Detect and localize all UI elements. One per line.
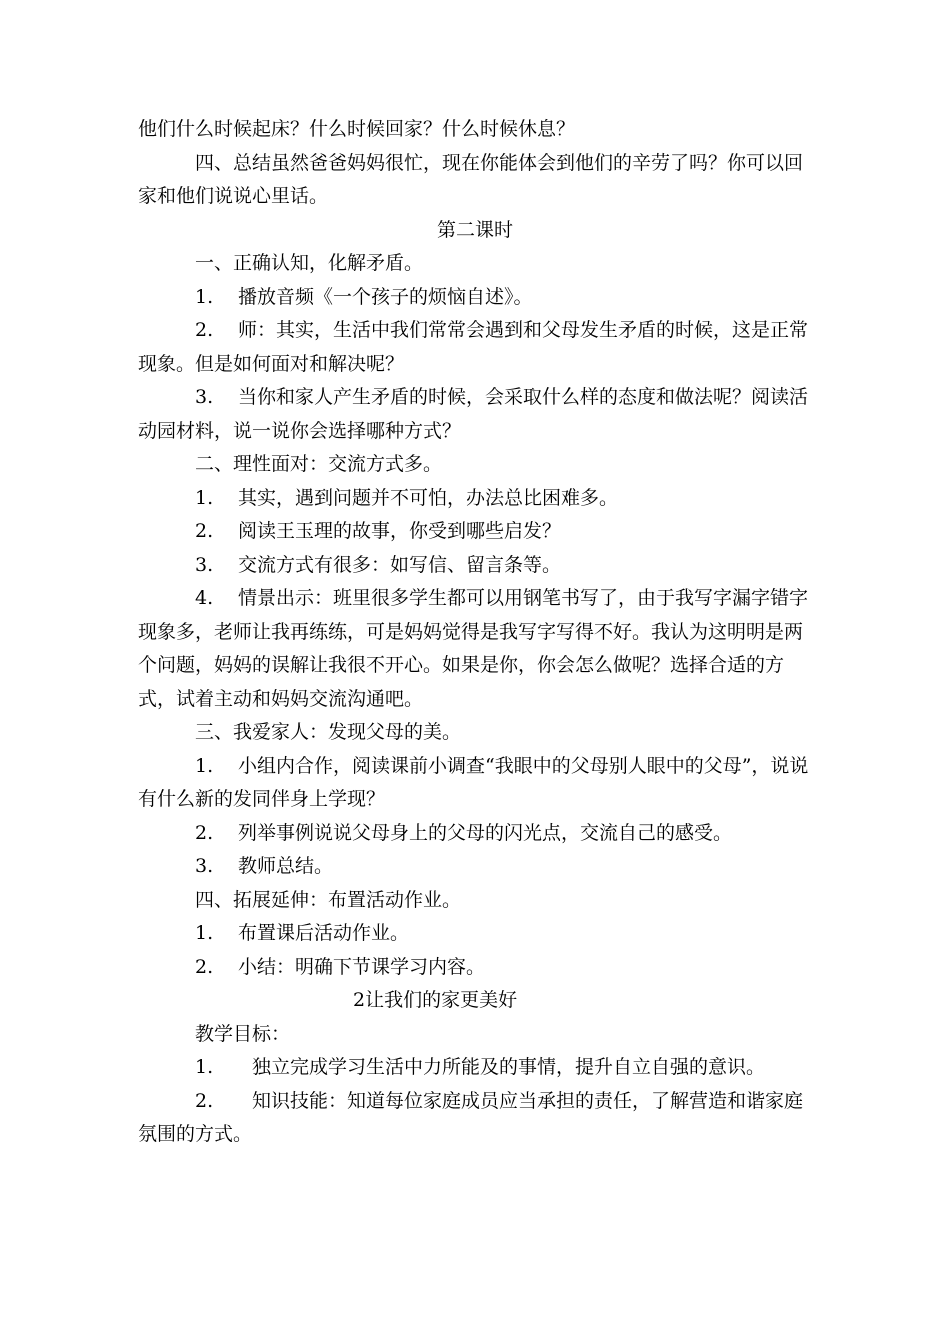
item-text: 当你和家人产生矛盾的时候，会采取什么样的态度和做法呢？阅读活动园材料，说一说你会选择哪种方式？ [138, 386, 809, 442]
item-text: 阅读王玉理的故事，你受到哪些启发？ [238, 520, 562, 542]
item-number: 2. [195, 821, 214, 844]
item-number: 2. [195, 1089, 214, 1112]
item-number: 1. [195, 486, 214, 509]
numbered-item [138, 817, 812, 851]
item-text: 小结：明确下节课学习内容。 [238, 955, 486, 978]
item-number: 3. [195, 855, 214, 877]
item-number: 3. [195, 386, 214, 408]
item-number: 3. [195, 553, 214, 576]
item-number: 1. [195, 1056, 214, 1078]
paragraph: 一、正确认知，化解矛盾。 [195, 252, 424, 274]
item-number: 4. [195, 587, 214, 609]
paragraph: 他们什么时候起床？什么时候回家？什么时候休息？ [138, 118, 576, 140]
item-text: 教师总结。 [238, 855, 334, 877]
lesson-title: 2让我们的家更美好 [353, 989, 518, 1011]
item-text: 布置课后活动作业。 [238, 922, 410, 944]
paragraph: 二、理性面对：交流方式多。 [195, 453, 443, 475]
numbered-item [138, 1085, 812, 1152]
numbered-item [138, 582, 812, 716]
numbered-item [138, 381, 812, 448]
numbered-item [138, 850, 812, 884]
paragraph: 四、拓展延伸：布置活动作业。 [195, 888, 462, 911]
item-number: 2. [195, 319, 214, 341]
numbered-item [138, 482, 812, 516]
numbered-item [138, 917, 812, 951]
item-text: 知识技能：知道每位家庭成员应当承担的责任，了解营造和谐家庭氛围的方式。 [138, 1089, 804, 1145]
item-number: 1. [195, 754, 214, 777]
paragraph: 三、我爱家人：发现父母的美。 [195, 721, 462, 743]
item-text: 师：其实，生活中我们常常会遇到和父母发生矛盾的时候，这是正常现象。但是如何面对和解决呢？ [138, 319, 809, 375]
item-text: 情景出示：班里很多学生都可以用钢笔书写了，由于我写字漏字错字现象多，老师让我再练练，可是妈妈觉得是我写字写得不好。我认为这明明是两个问题，妈妈的误解让我很不开心。如果是你，你会怎么做呢？选择合适的方式，试着主动和妈妈交流沟通吧。 [138, 587, 809, 710]
numbered-item [138, 314, 812, 381]
document-body [138, 113, 812, 1152]
section-heading: 第二课时 [436, 218, 513, 241]
item-text: 其实，遇到问题并不可怕，办法总比困难多。 [238, 486, 619, 509]
numbered-item [138, 549, 812, 583]
item-text: 交流方式有很多：如写信、留言条等。 [238, 553, 562, 576]
numbered-item [138, 1051, 812, 1085]
item-number: 1. [195, 285, 214, 308]
item-number: 2. [195, 520, 214, 542]
item-text: 列举事例说说父母身上的父母的闪光点，交流自己的感受。 [238, 821, 733, 844]
numbered-item [138, 281, 812, 315]
numbered-item [138, 750, 812, 817]
item-text: 独立完成学习生活中力所能及的事情，提升自立自强的意识。 [252, 1056, 766, 1078]
paragraph: 教学目标： [195, 1022, 291, 1045]
paragraph: 四、总结虽然爸爸妈妈很忙，现在你能体会到他们的辛劳了吗？你可以回家和他们说说心里话。 [138, 151, 804, 207]
item-text: 播放音频《一个孩子的烦恼自述》。 [238, 285, 533, 308]
numbered-item [138, 951, 812, 985]
item-text: 小组内合作，阅读课前小调查“我眼中的父母别人眼中的父母”，说说有什么新的发同伴身上学现？ [138, 754, 809, 810]
item-number: 1. [195, 922, 214, 944]
item-number: 2. [195, 955, 214, 978]
numbered-item [138, 515, 812, 549]
